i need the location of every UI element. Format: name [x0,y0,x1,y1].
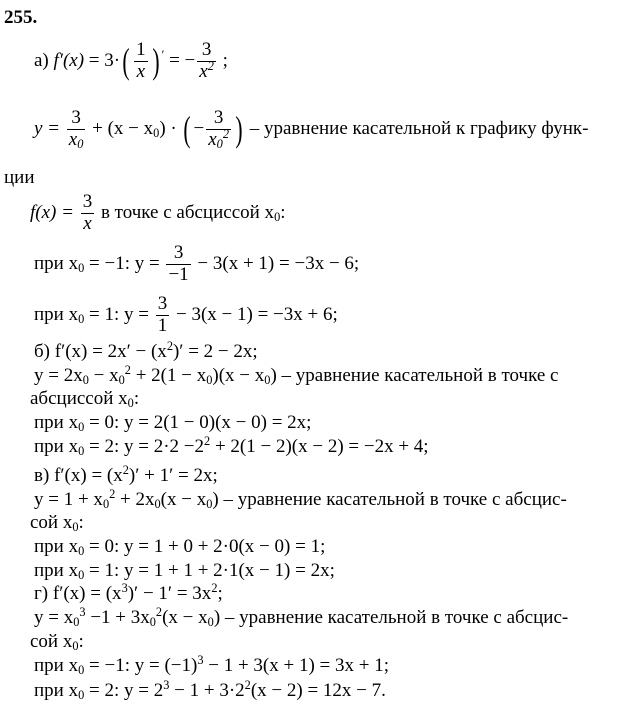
part-v-case-2: при $x_0 = 1$: y = 1 + 1 + 2·1(x − 1) = 2x; [34,560,335,583]
part-v-label: в) [34,465,50,486]
part-a-function: f(x) = $\frac{3}{x}$ в точке с абсциссой $x_0$: [30,191,286,234]
part-b-tangent: $y = 2x_0 - x_0^2 + 2(1 - x_0)(x - x_0)$ – уравнение касательной в точке с [34,363,559,388]
part-b-case-1: при $x_0 = 0$: y = 2(1 − 0)(x − 0) = 2x; [34,412,312,435]
fraction-1-over-x: $\frac{1}{x}$ [136,39,146,82]
part-v-abscissa: сой $x_0$: [30,512,84,535]
part-v-derivative: в) $f'(x) = (x^2)' + 1' = 2x$; [34,463,218,486]
part-g-label: г) [34,583,49,604]
part-b-label: б) [34,341,50,362]
part-b-case-2: при $x_0 = 2$: $y = 2\cdot 2 -2^2 + 2(1 - 2)(x - 2) = -2x + 4$; [34,434,429,459]
part-g-abscissa: сой $x_0$: [30,631,84,654]
part-a-label: а) [34,49,49,71]
part-g-derivative: г) $f'(x) = (x^3)' - 1' = 3x^2$; [34,581,223,604]
part-a-case-2: при $x_0 = 1$: y = $\frac{3}{1}$ − 3(x − 1) = −3x + 6; [34,293,338,336]
fraction-3-over-x2: $\frac{3}{x^2}$ [199,39,214,82]
part-a-case-1: при $x_0 = -1$: y = $\frac{3}{-1}$ − 3(x + 1) = −3x − 6; [34,242,360,285]
part-b-derivative: б) $f'(x) = 2x' - (x^2)' = 2 - 2x$; [34,339,258,362]
part-a-tangent: y = $\frac{3}{x_0}$ + $(x - x_0)$ · ( − $\frac{3}{x_0^2}$ ) – уравнение касательной к графику функ- [34,107,589,151]
part-b-abscissa: абсциссой $x_0$: [30,388,140,411]
part-a-derivative: а) f′(x) = 3·( $\frac{1}{x}$ ) ′ = − $\frac{3}{x^2}$ ; [34,39,228,82]
problem-number: 255. [4,7,38,28]
part-g-tangent: $y = x_0^3 -1 + 3x_0^2(x - x_0)$ – уравнение касательной в точке с абсцис- [34,605,569,630]
part-a-cont: ции [4,167,35,188]
part-g-case-2: при $x_0 = 2$: $y = 2^3 - 1 + 3\cdot 2^2(x - 2) = 12x - 7$. [34,678,386,703]
part-v-tangent: $y = 1 + x_0^2 + 2x_0(x - x_0)$ – уравнение касательной в точке с абсцис- [34,487,567,512]
part-v-case-1: при $x_0 = 0$: y = 1 + 0 + 2·0(x − 0) = 1; [34,536,326,559]
part-g-case-1: при $x_0 = -1$: $y = (-1)^3 - 1 + 3(x + 1) = 3x + 1$; [34,653,389,678]
